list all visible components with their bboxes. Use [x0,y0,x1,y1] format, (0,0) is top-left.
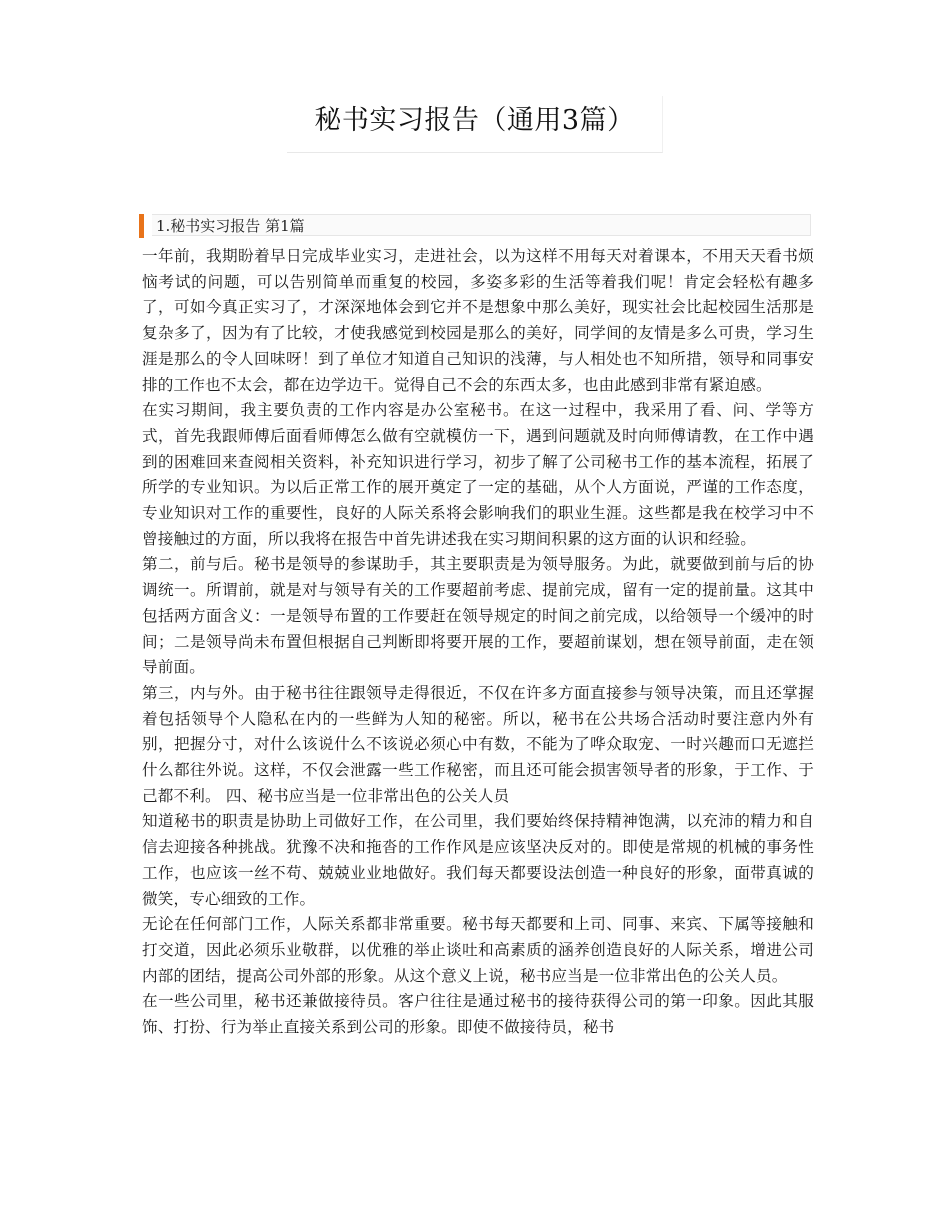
paragraph-5: 知道秘书的职责是协助上司做好工作，在公司里，我们要始终保持精神饱满，以充沛的精力和自信去迎接各种挑战。犹豫不决和拖沓的工作作风是应该坚决反对的。即使是常规的机械的事务性工作，也应该一丝不苟、兢兢业业地做好。我们每天都要设法创造一种良好的形象，面带真诚的微笑，专心细致的工作。 [142,812,814,908]
title-box [287,96,663,153]
paragraph-4: 第三，内与外。由于秘书往往跟领导走得很近，不仅在许多方面直接参与领导决策，而且还掌握着包括领导个人隐私在内的一些鲜为人知的秘密。所以，秘书在公共场合活动时要注意内外有别，把握分寸，对什么该说什么不该说必须心中有数，不能为了哗众取宠、一时兴趣而口无遮拦什么都往外说。这样，不仅会泄露一些工作秘密，而且还可能会损害领导者的形象，于工作、于己都不利。 四、秘书应当是一位非常出色的公关人员 [142,683,814,805]
paragraph-1: 一年前，我期盼着早日完成毕业实习，走进社会，以为这样不用每天对着课本，不用天天看书烦恼考试的问题，可以告别简单而重复的校园，多姿多彩的生活等着我们呢！肯定会轻松有趣多了，可如今真正实习了，才深深地体会到它并不是想象中那么美好，现实社会比起校园生活那是复杂多了，因为有了比较，才使我感觉到校园是那么的美好，同学间的友情是多么可贵，学习生涯是那么的令人回味呀！到了单位才知道自己知识的浅薄，与人相处也不知所措，领导和同事安排的工作也不太会，都在边学边干。觉得自己不会的东西太多，也由此感到非常有紧迫感。 [142,247,814,394]
paragraph-7: 在一些公司里，秘书还兼做接待员。客户往往是通过秘书的接待获得公司的第一印象。因此其服饰、打扮、行为举止直接关系到公司的形象。即使不做接待员，秘书 [142,992,814,1037]
document-body [142,244,814,1041]
section-title: 1.秘书实习报告 第1篇 [152,214,811,236]
section-accent-bar [139,214,144,238]
section-header [139,214,811,238]
paragraph-6: 无论在任何部门工作，人际关系都非常重要。秘书每天都要和上司、同事、来宾、下属等接触和打交道，因此必须乐业敬群，以优雅的举止谈吐和高素质的涵养创造良好的人际关系，增进公司内部的团结，提高公司外部的形象。从这个意义上说，秘书应当是一位非常出色的公关人员。 [142,915,814,985]
document-title: 秘书实习报告（通用3篇） [314,105,635,136]
paragraph-3: 第二，前与后。秘书是领导的参谋助手，其主要职责是为领导服务。为此，就要做到前与后的协调统一。所谓前，就是对与领导有关的工作要超前考虑、提前完成，留有一定的提前量。这其中包括两方面含义：一是领导布置的工作要赶在领导规定的时间之前完成，以给领导一个缓冲的时间；二是领导尚未布置但根据自己判断即将要开展的工作，要超前谋划，想在领导前面，走在领导前面。 [142,555,814,677]
paragraph-2: 在实习期间，我主要负责的工作内容是办公室秘书。在这一过程中，我采用了看、问、学等方式，首先我跟师傅后面看师傅怎么做有空就模仿一下，遇到问题就及时向师傅请教，在工作中遇到的困难回来查阅相关资料，补充知识进行学习，初步了解了公司秘书工作的基本流程，拓展了所学的专业知识。为以后正常工作的展开奠定了一定的基础，从个人方面说，严谨的工作态度，专业知识对工作的重要性，良好的人际关系将会影响我们的职业生涯。这些都是我在校学习中不曾接触过的方面，所以我将在报告中首先讲述我在实习期间积累的这方面的认识和经验。 [142,401,814,548]
